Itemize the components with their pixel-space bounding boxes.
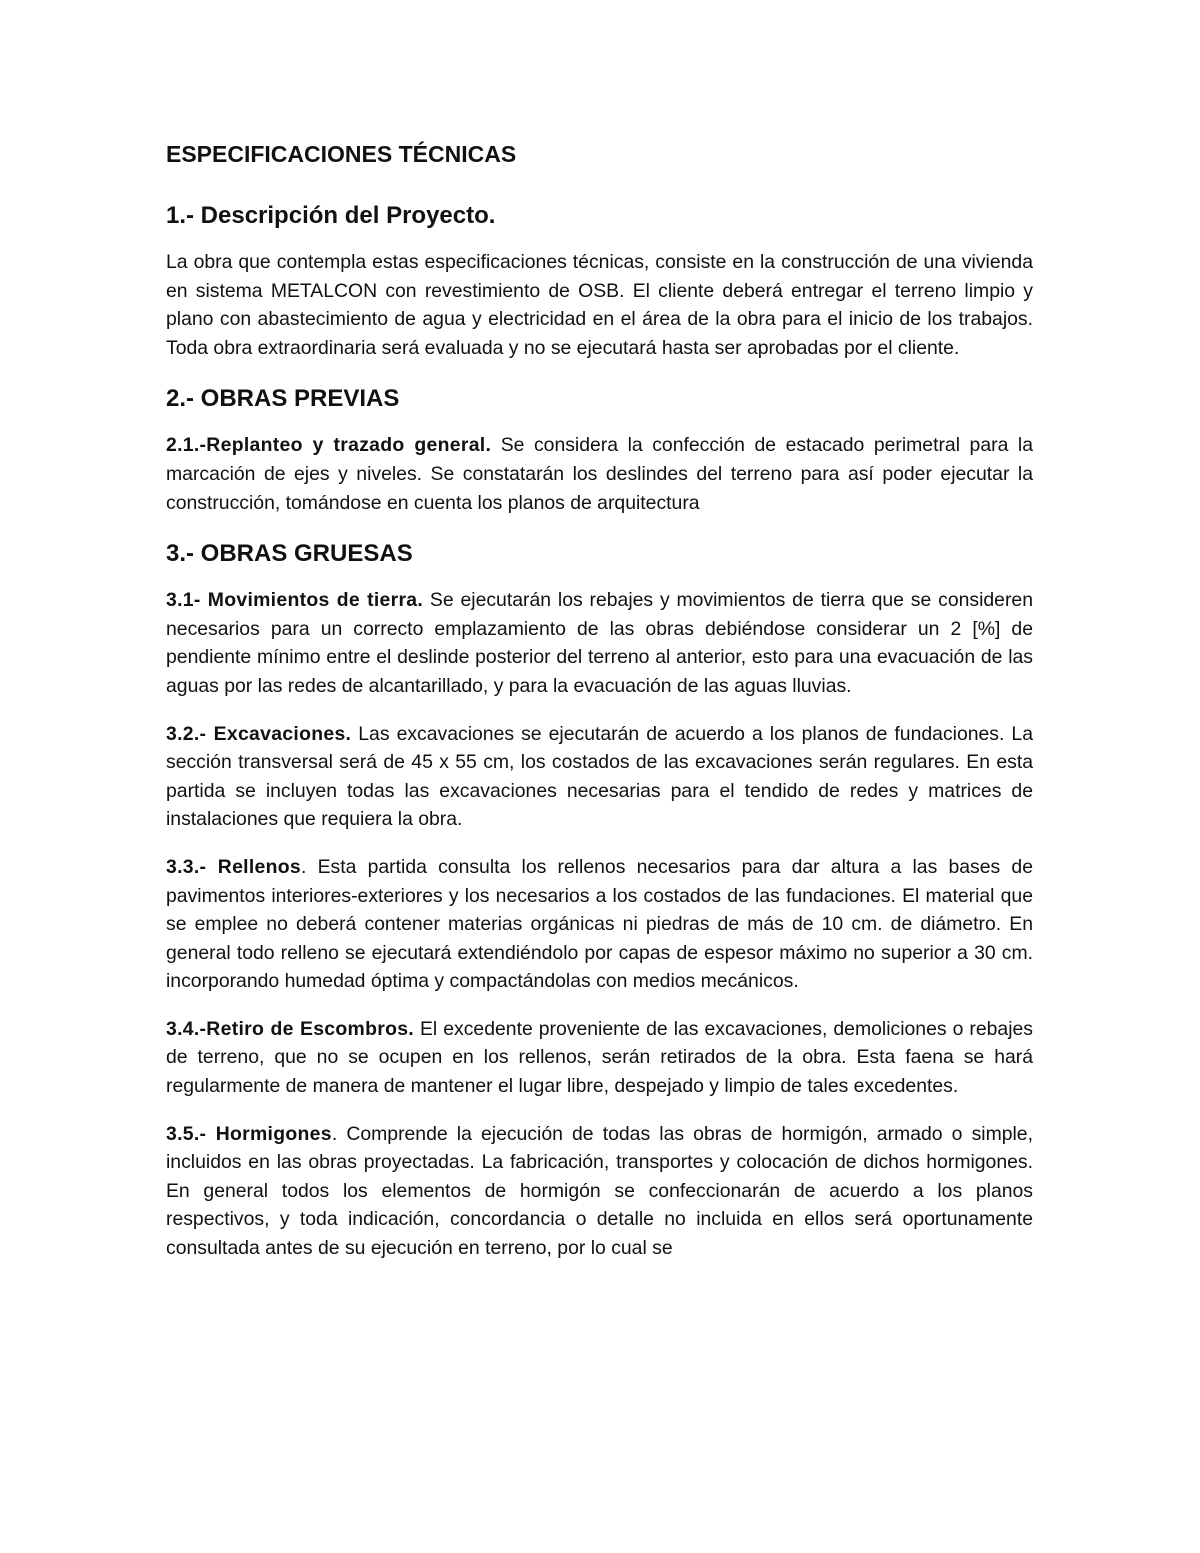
paragraph-text: El excedente proveniente de las excavaciones, demoliciones o rebajes de terreno, que no se ocupen en los rellenos, serán retirados de la obra. Esta faena se hará regularmente de manera de mantener el lugar libre, despejado y limpio de tales excedentes. [166, 1017, 1033, 1098]
document-page [166, 136, 1033, 1282]
paragraph-text: . Comprende la ejecución de todas las obras de hormigón, armado o simple, incluidos en las obras proyectadas. La fabricación, transportes y colocación de dichos hormigones. En general todos los elementos de hormigón se confeccionarán de acuerdo a los planos respectivos, y toda indicación, concordancia o detalle no incluida en ellos será oportunamente consultada antes de su ejecución en terreno, por lo cual se [166, 1122, 1033, 1260]
paragraph-descripcion [166, 248, 1033, 362]
section-heading-obras-gruesas: 3.- OBRAS GRUESAS [166, 540, 413, 568]
paragraph-label: 3.1- Movimientos de tierra. [166, 589, 424, 612]
section-heading-descripcion: 1.- Descripción del Proyecto. [166, 202, 496, 229]
paragraph-text: Las excavaciones se ejecutarán de acuerdo a los planos de fundaciones. La sección transversal será de 45 x 55 cm, los costados de las excavaciones serán regulares. En esta partida se incluyen todas las excavaciones necesarias para el tendido de redes y matrices de instalaciones que requiera la obra. [166, 722, 1033, 831]
paragraph-label: 3.2.- Excavaciones. [166, 722, 352, 745]
paragraph-movimientos-tierra [166, 586, 1033, 700]
paragraph-label: 2.1.-Replanteo y trazado general. [166, 434, 492, 457]
paragraph-label: 3.5.- Hormigones [166, 1122, 332, 1145]
paragraph-text: Se considera la confección de estacado perimetral para la marcación de ejes y niveles. Se constatarán los deslindes del terreno para así poder ejecutar la construcción, tomándose en cuenta los planos de arquitectura [166, 434, 1034, 514]
paragraph-rellenos [166, 853, 1033, 996]
paragraph-text: La obra que contempla estas especificaciones técnicas, consiste en la construcción de una vivienda en sistema METALCON con revestimiento de OSB. El cliente deberá entregar el terreno limpio y plano con abastecimiento de agua y electricidad en el área de la obra para el inicio de los trabajos. Toda obra extraordinaria será evaluada y no se ejecutará hasta ser aprobadas por el cliente. [166, 251, 1033, 359]
paragraph-excavaciones [166, 720, 1033, 834]
paragraph-retiro-escombros [166, 1015, 1033, 1101]
paragraph-hormigones [166, 1120, 1033, 1263]
section-heading-obras-previas: 2.- OBRAS PREVIAS [166, 385, 400, 413]
paragraph-label: 3.3.- Rellenos [166, 855, 302, 878]
document-title: ESPECIFICACIONES TÉCNICAS [166, 141, 517, 167]
paragraph-text: . Esta partida consulta los rellenos necesarios para dar altura a las bases de pavimentos interiores-exteriores y los necesarios a los costados de las fundaciones. El material que se emplee no deberá contener materias orgánicas ni piedras de más de 10 cm. de diámetro. En general todo relleno se ejecutará extendiéndolo por capas de espesor máximo no superior a 30 cm. incorporando humedad óptima y compactándolas con medios mecánicos. [166, 855, 1033, 993]
paragraph-replanteo [166, 431, 1033, 517]
paragraph-label: 3.4.-Retiro de Escombros. [166, 1017, 414, 1040]
paragraph-text: Se ejecutarán los rebajes y movimientos de tierra que se consideren necesarios para un correcto emplazamiento de las obras debiéndose considerar un 2 [%] de pendiente mínimo entre el deslinde posterior del terreno al anterior, esto para una evacuación de las aguas por las redes de alcantarillado, y para la evacuación de las aguas lluvias. [166, 589, 1033, 697]
